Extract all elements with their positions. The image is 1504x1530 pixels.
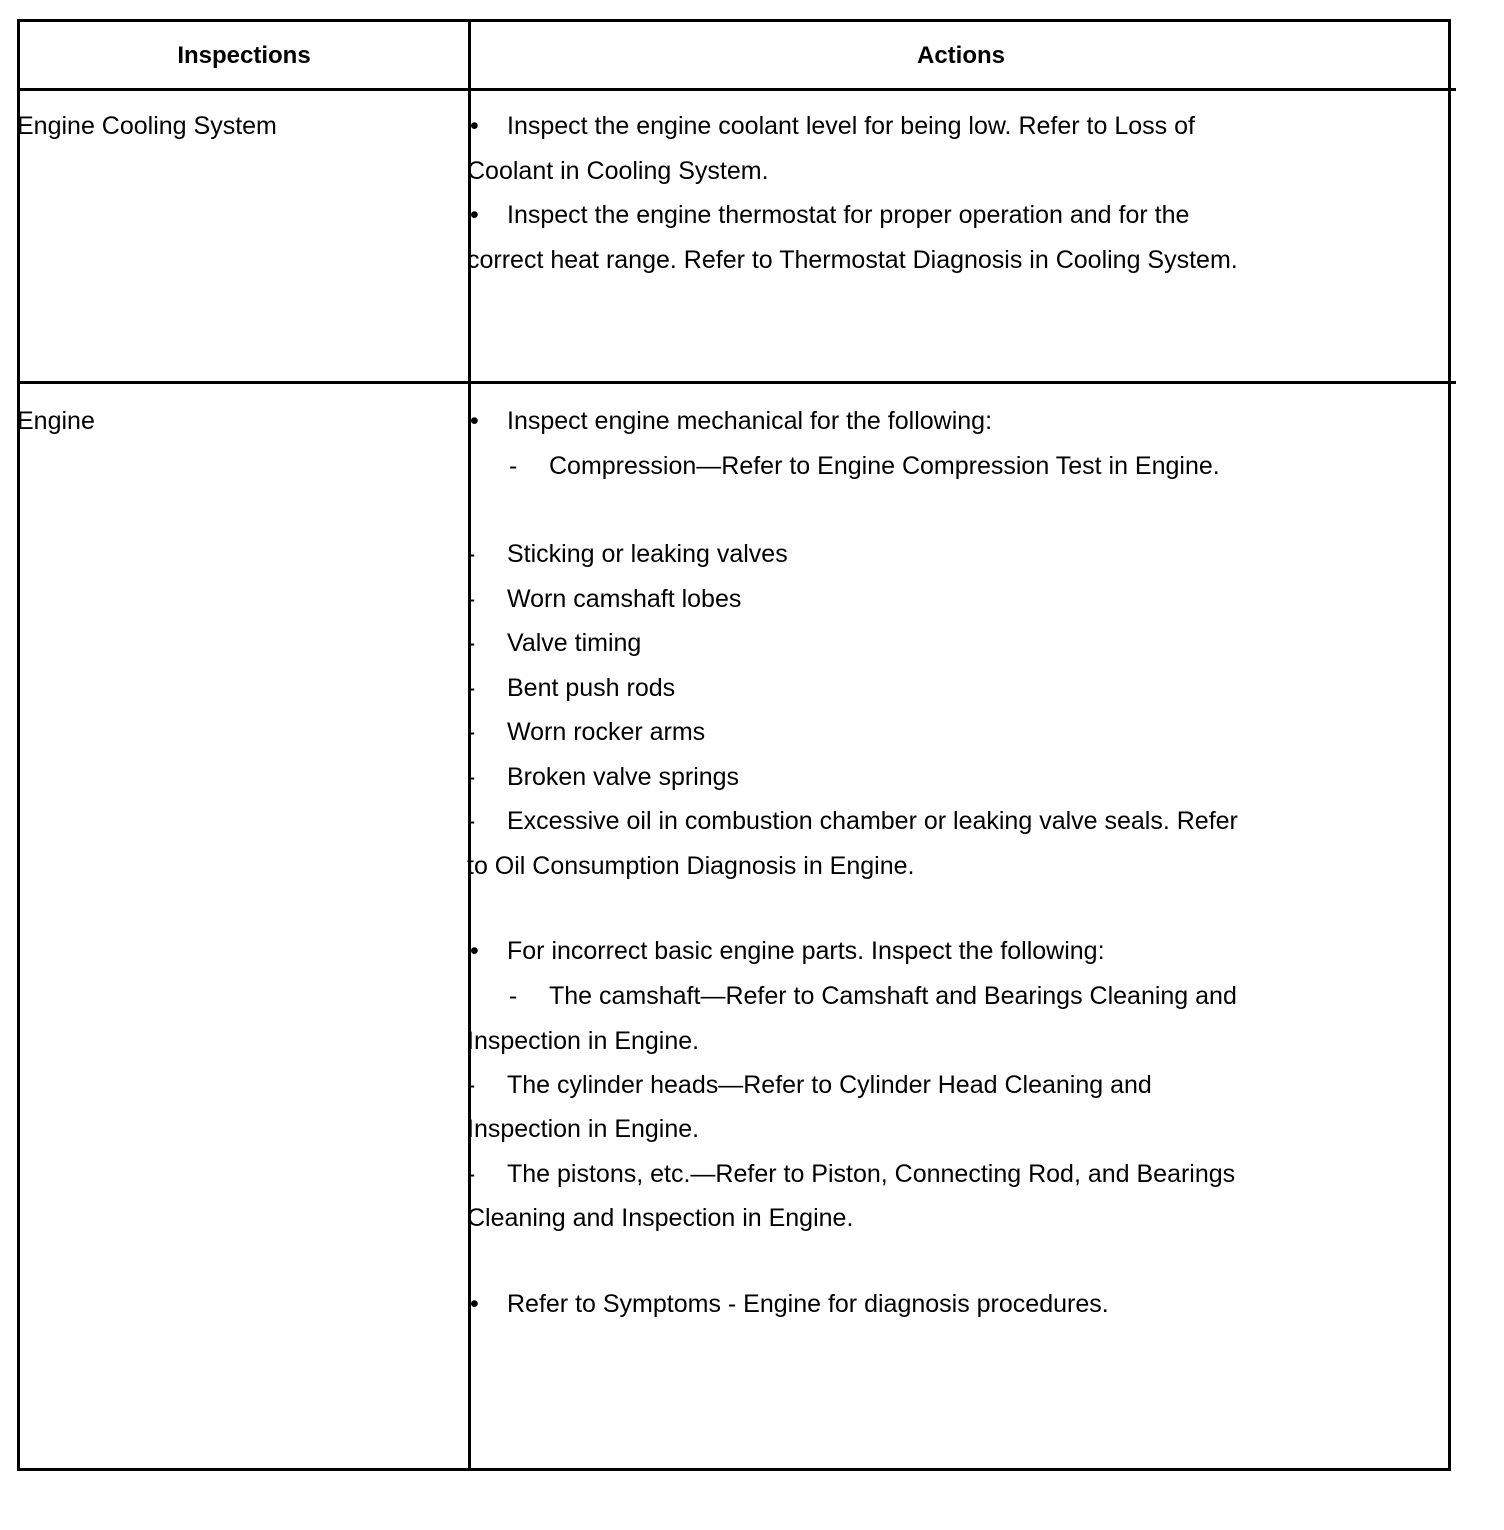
bullet-icon: • [470, 201, 479, 229]
dash-icon: - [509, 452, 518, 480]
action-line: - Worn rocker arms [467, 718, 706, 746]
action-line: - Excessive oil in combustion chamber or leaking valve seals. Refer [467, 807, 1238, 835]
action-line: Cleaning and Inspection in Engine. [467, 1204, 854, 1232]
bullet-icon: • [470, 112, 479, 140]
action-line: - The camshaft—Refer to Camshaft and Bearings Cleaning and [509, 982, 1237, 1010]
bullet-icon: • [470, 1290, 479, 1318]
dash-icon: - [467, 1160, 476, 1188]
action-line: - The pistons, etc.—Refer to Piston, Connecting Rod, and Bearings [467, 1160, 1236, 1188]
row-divider [20, 381, 1456, 384]
bullet-icon: • [470, 937, 479, 965]
action-line: • For incorrect basic engine parts. Inspect the following: [467, 936, 1105, 966]
action-line: - Sticking or leaking valves [467, 540, 788, 568]
dash-icon: - [467, 540, 476, 568]
dash-icon: - [467, 763, 476, 791]
action-line: correct heat range. Refer to Thermostat Diagnosis in Cooling System. [467, 246, 1238, 274]
action-line: Coolant in Cooling System. [467, 157, 769, 185]
header-inspections: Inspections [177, 42, 311, 69]
action-line: to Oil Consumption Diagnosis in Engine. [467, 852, 915, 880]
action-line: - Bent push rods [467, 674, 676, 702]
action-line: • Refer to Symptoms - Engine for diagnosis procedures. [467, 1289, 1109, 1319]
action-line: • Inspect the engine thermostat for proper operation and for the [467, 200, 1189, 230]
action-line: • Inspect the engine coolant level for being low. Refer to Loss of [467, 111, 1195, 141]
dash-icon: - [467, 807, 476, 835]
bullet-icon: • [470, 407, 479, 435]
dash-icon: - [467, 718, 476, 746]
action-line: - Worn camshaft lobes [467, 585, 742, 613]
inspection-cell: Engine Cooling System [17, 112, 277, 140]
action-line: Inspection in Engine. [467, 1115, 700, 1143]
dash-icon: - [509, 982, 518, 1010]
dash-icon: - [467, 674, 476, 702]
header-actions: Actions [916, 42, 1005, 69]
inspections-table [17, 19, 1451, 1471]
dash-icon: - [467, 585, 476, 613]
inspection-cell: Engine [17, 407, 95, 435]
dash-icon: - [467, 629, 476, 657]
action-line: - The cylinder heads—Refer to Cylinder Head Cleaning and [467, 1071, 1152, 1099]
action-line: - Valve timing [467, 629, 642, 657]
action-line: - Broken valve springs [467, 763, 740, 791]
dash-icon: - [467, 1071, 476, 1099]
action-line: - Compression—Refer to Engine Compression Test in Engine. [509, 452, 1220, 480]
action-line: • Inspect engine mechanical for the following: [467, 406, 992, 436]
action-line: Inspection in Engine. [467, 1027, 700, 1055]
